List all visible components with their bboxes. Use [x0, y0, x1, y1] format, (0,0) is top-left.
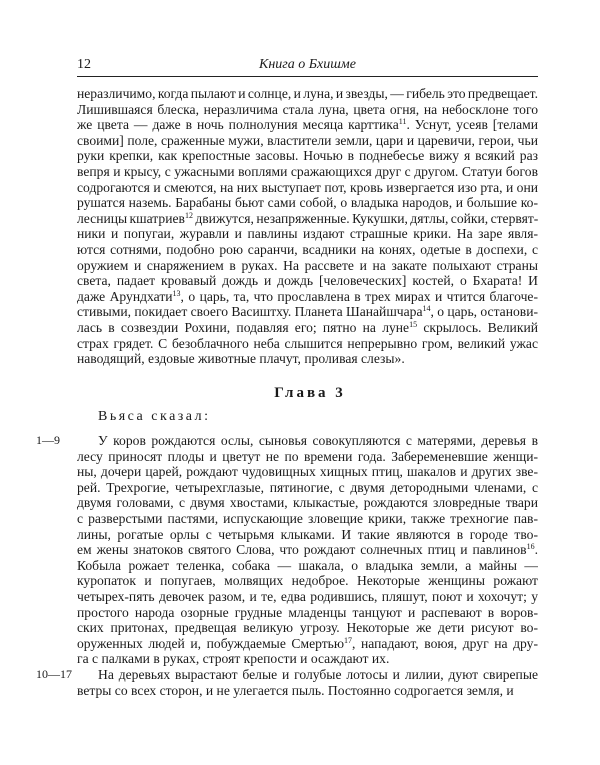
text-line: [77, 464, 538, 480]
text-segment: же цвета — даже в ночь полнолуния месяца карттика: [77, 117, 399, 133]
text-line: [77, 511, 538, 527]
text-line: [77, 620, 538, 636]
text-segment: движутся, незапряженные. Кукушки, дятлы, сойки, стервят-: [192, 210, 538, 226]
text-segment: страх грядет. С безоблачного неба слышится непрерывно гром, великий ужас: [77, 335, 538, 351]
text-segment: лесу приносят плоды и цветут не по времени года. Забеременевшие женщи-: [77, 448, 538, 464]
text-segment: лась в созвездии Рохини, подавляя его; пятно на луне: [77, 319, 410, 335]
text-line: [77, 351, 538, 367]
text-line: [77, 273, 538, 289]
header-rule: [77, 76, 538, 77]
text-segment: , о царь, останови-: [430, 304, 538, 320]
text-block-chapter-3: [77, 433, 538, 698]
text-segment: .: [534, 542, 538, 558]
footnote-ref[interactable]: 16: [526, 542, 535, 552]
text-line: [77, 336, 538, 352]
running-title: Книга о Бхишме: [259, 57, 356, 72]
text-segment: руки крепки, как крепостные засовы. Ночью в поднебесье вижу я всякий раз: [77, 148, 538, 164]
text-segment: куропаток и попугаев, молвящих недоброе. Некоторые женщины рожают: [77, 573, 538, 589]
text-segment: ются сотнями, подобно рою саранчи, всадники на конях, одетые в доспехи, с: [77, 241, 538, 257]
text-segment: неразличимо, когда пылают и солнце, и луна, и звезды, — гибель это предвещает.: [77, 86, 538, 101]
verse-ref: 1—9: [36, 433, 60, 447]
text-line: [77, 180, 538, 196]
text-line: [77, 320, 538, 336]
text-segment: своими] поле, сраженные мужи, властители земли, цари и царевичи, герои, чьи: [77, 132, 538, 148]
text-segment: ских притонах, предвещая великую угрозу. Некоторые же дети рисуют во-: [77, 620, 538, 636]
text-line: [77, 133, 538, 149]
text-segment: ем жены знатоков святого Слова, что рождают солнечных птиц и павлинов: [77, 542, 527, 558]
text-line: [77, 651, 538, 667]
text-segment: содрогаются и смеются, на них выступает пот, кровь извергается изо рта, и они: [77, 179, 538, 195]
text-line: [77, 558, 538, 574]
text-line: [77, 667, 538, 683]
text-segment: вепря и крысу, с ужасными воплями сражающихся друг с другом. Статуи богов: [77, 163, 538, 179]
text-line: [77, 573, 538, 589]
footnote-ref[interactable]: 15: [409, 319, 418, 329]
text-segment: стивыми, покидает своего Васиштху. Планета Шанайшчара: [77, 304, 423, 320]
page-number: 12: [77, 57, 91, 72]
text-line: [77, 195, 538, 211]
text-segment: рушатся наземь. Барабаны бьют сами собой, о владыка народов, и большие ко-: [77, 195, 538, 211]
text-segment: лесницы кшатриев: [77, 210, 185, 226]
text-segment: Лишившаяся блеска, неразличима стала луна, цвета огня, на небосклоне того: [77, 101, 538, 117]
text-line: [77, 164, 538, 180]
text-segment: лины, рогатые орлы с четырьмя клыками. И такие являются в городе тво-: [77, 526, 538, 542]
text-segment: ники и попугаи, журавли и павлины издают страшные крики. На заре явля-: [77, 226, 538, 242]
footnote-ref[interactable]: 13: [172, 288, 181, 298]
text-line: [77, 304, 538, 320]
text-segment: На деревьях вырастают белые и голубые лотосы и лилии, дуют свирепые: [98, 666, 538, 682]
text-segment: с разверстыми пастями, испускающие зловещие крики, также трехногие пав-: [77, 510, 538, 526]
text-line: [77, 258, 538, 274]
text-line: [77, 542, 538, 558]
running-header: [77, 57, 538, 75]
text-segment: , о царь, та, что прославлена в трех мирах и чтится благоче-: [180, 288, 538, 304]
footnote-ref[interactable]: 12: [184, 210, 193, 220]
text-segment: , нападают, воюя, друг на дру-: [352, 635, 538, 651]
text-line: [77, 211, 538, 227]
text-segment: скрылось. Великий: [417, 319, 538, 335]
text-line: [77, 605, 538, 621]
speaker-line: Вьяса сказал:: [98, 409, 211, 424]
footnote-ref[interactable]: 17: [344, 635, 353, 645]
text-segment: двумя головами, с двумя хвостами, клыкастые, рождаются зловредные твари: [77, 495, 538, 511]
text-segment: света, падает кровавый дождь и дождь [человеческих] костей, о Бхарата! И: [77, 273, 538, 289]
text-line: [77, 495, 538, 511]
text-segment: га с палками в руках, строят крепости и осаждают их.: [77, 651, 390, 667]
text-segment: наводящий, ездовые животные плачут, проливая слезы».: [77, 351, 405, 367]
text-segment: даже Арундхати: [77, 288, 173, 304]
text-segment: . Уснут, усеяв [телами: [406, 117, 538, 133]
text-segment: рей. Трехрогие, четырехглазые, пятиногие, с двумя детородными членами, с: [77, 479, 538, 495]
text-line: [77, 102, 538, 118]
chapter-heading: Глава 3: [274, 385, 346, 401]
text-segment: ветры со всех сторон, и не улегается пыль. Постоянно содрогается земля, и: [77, 682, 514, 698]
footnote-ref[interactable]: 11: [398, 117, 407, 127]
text-segment: четырех-пять девочек разом, и те, едва родившись, пляшут, поют и хохочут; у: [77, 588, 538, 604]
footnote-ref[interactable]: 14: [422, 304, 431, 314]
text-segment: оруженных людей и, побуждаемые Смертью: [77, 635, 345, 651]
text-line: [77, 480, 538, 496]
text-line: [77, 433, 538, 449]
text-line: [77, 117, 538, 133]
text-line: [77, 226, 538, 242]
text-block-continuation: [77, 86, 538, 367]
text-line: [77, 86, 538, 102]
text-line: [77, 289, 538, 305]
text-line: [77, 683, 538, 699]
text-segment: простого народа озорные грудные младенцы танцуют и распевают в воров-: [77, 604, 538, 620]
text-line: [77, 242, 538, 258]
text-line: [77, 636, 538, 652]
text-segment: ны, дочери царей, рождают чудовищных хищных птиц, шакалов и других зве-: [77, 464, 538, 480]
text-segment: У коров рождаются ослы, сыновья совокупляются с матерями, деревья в: [98, 433, 538, 448]
text-line: [77, 449, 538, 465]
text-segment: Кобыла рожает теленка, собака — шакала, о владыка земли, а майны —: [77, 557, 538, 573]
text-line: [77, 527, 538, 543]
verse-ref: 10—17: [36, 667, 72, 681]
text-segment: оружием и снаряжением в руках. На рассвете и на закате полыхают страны: [77, 257, 538, 273]
text-line: [77, 589, 538, 605]
text-line: [77, 148, 538, 164]
